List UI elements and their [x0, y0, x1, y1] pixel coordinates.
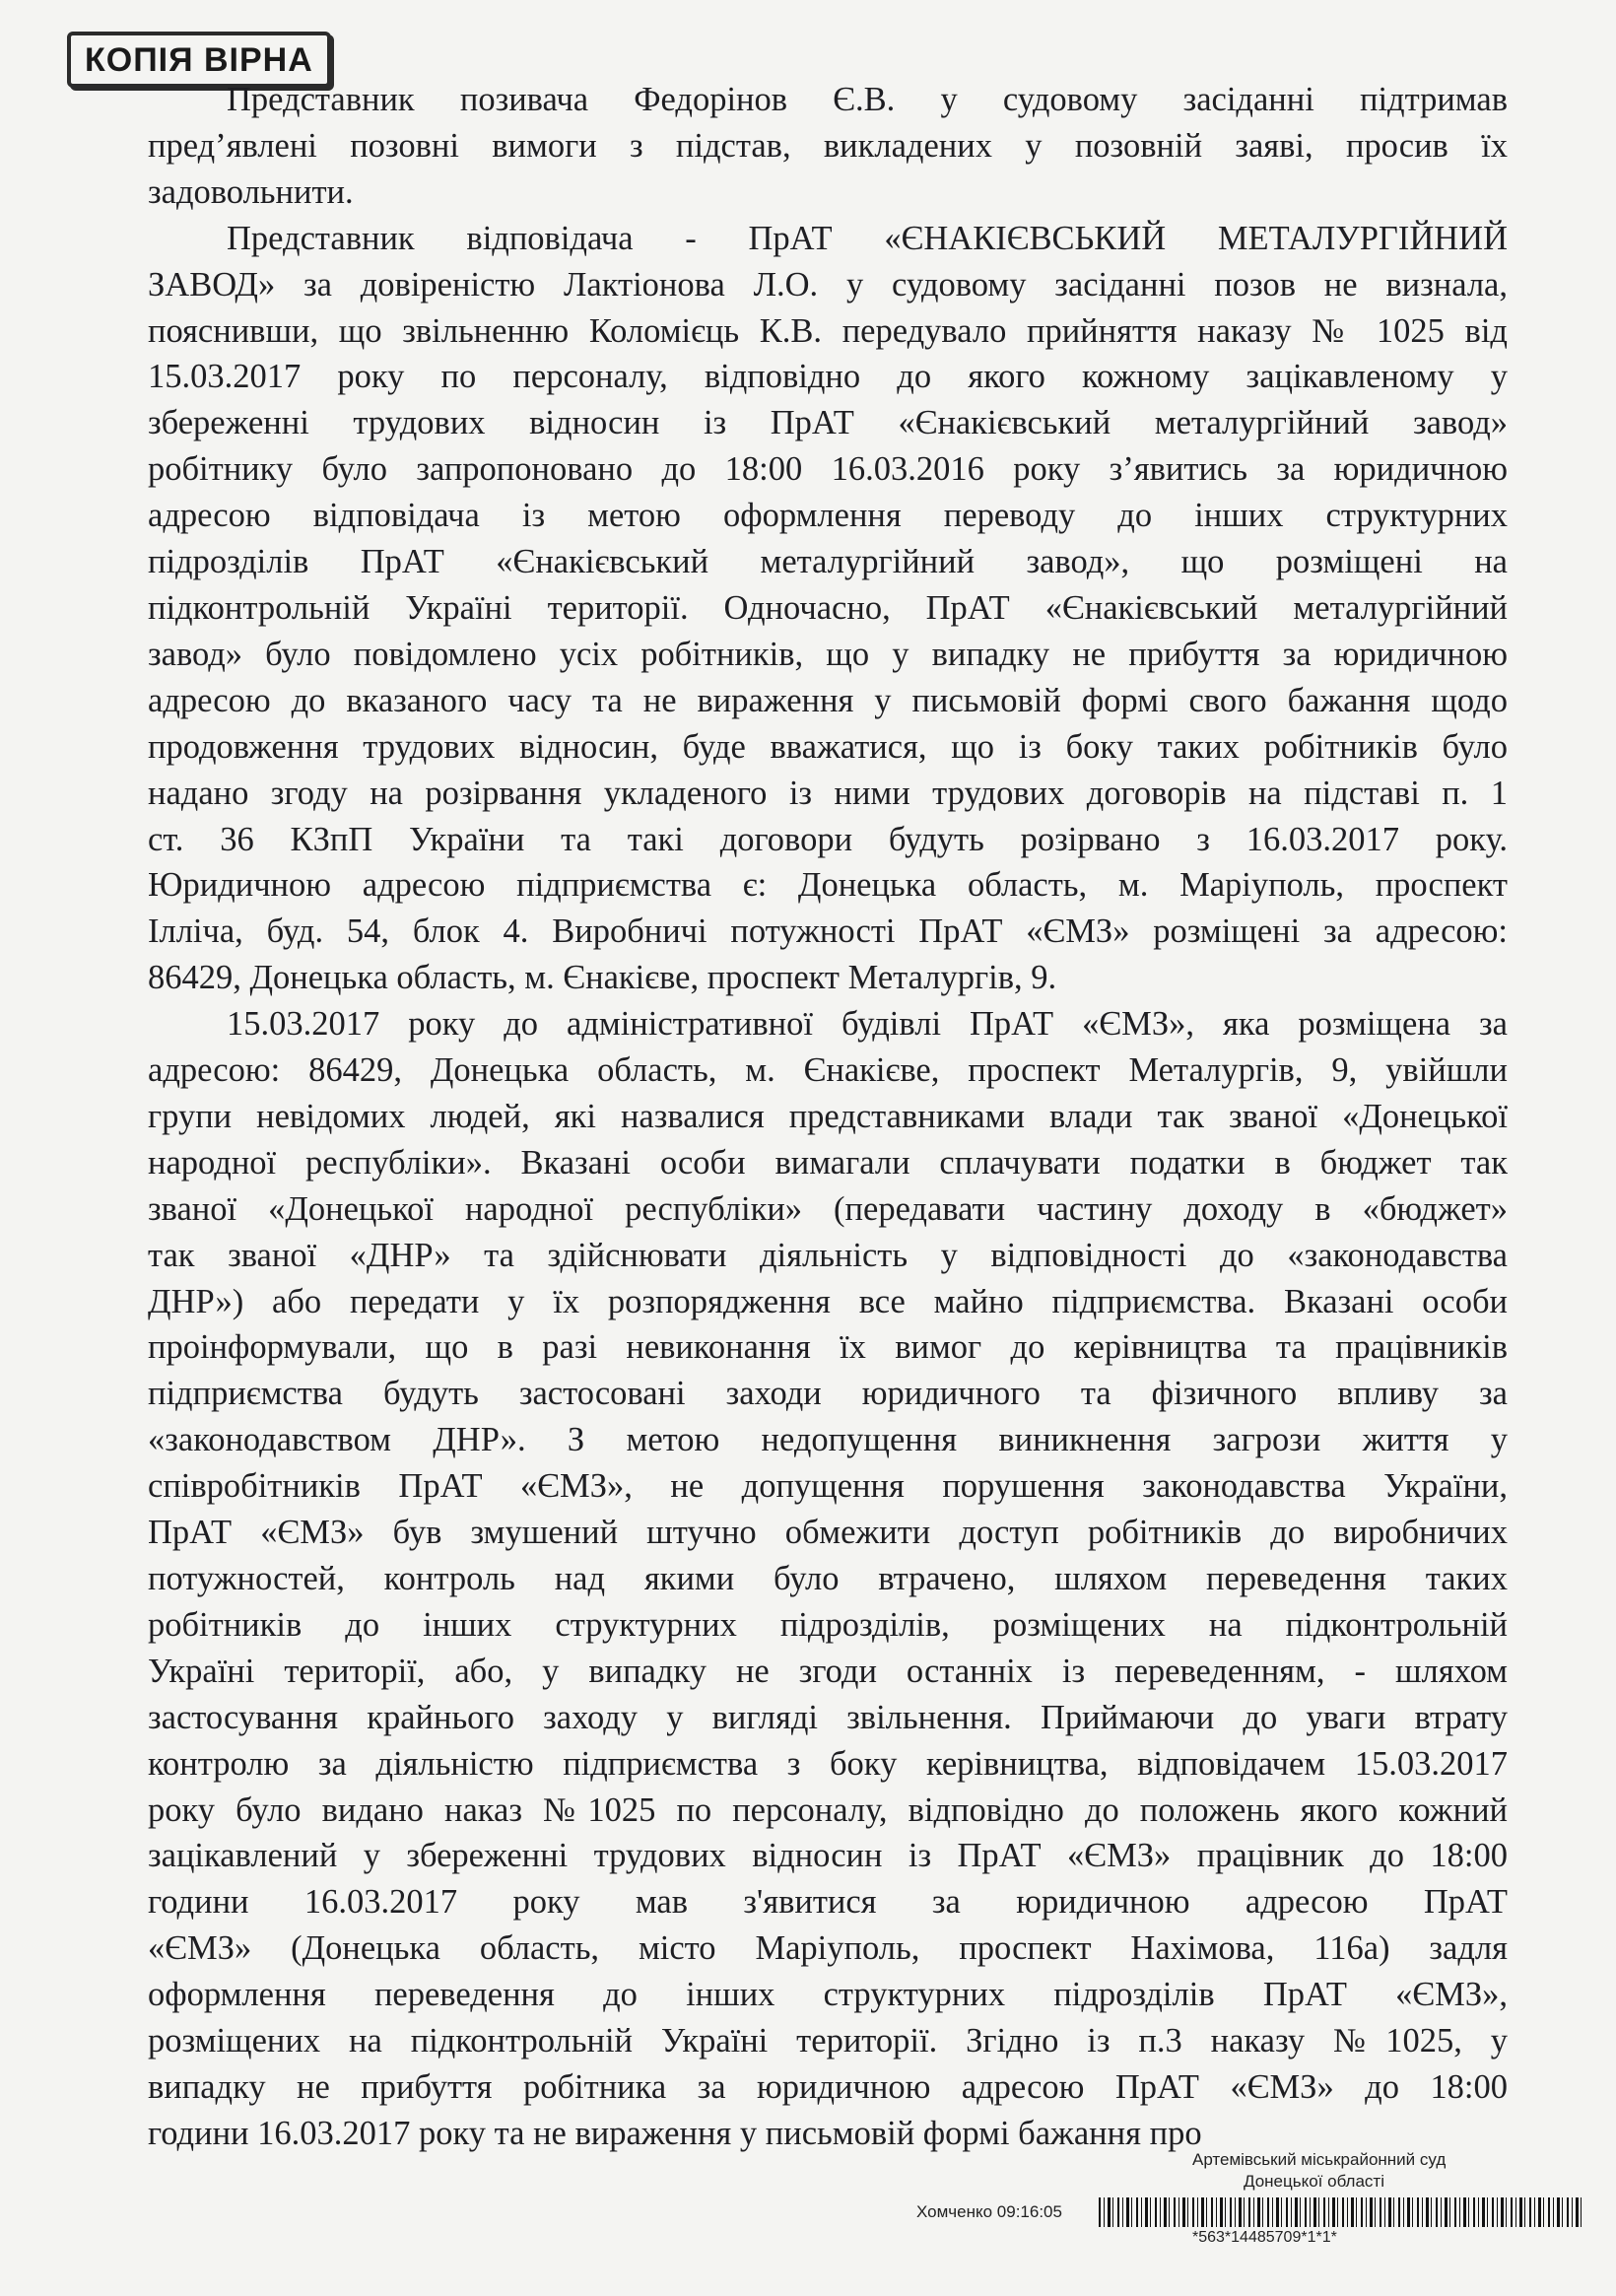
text-line: співробітників ПрАТ «ЄМЗ», не допущення порушення законодавства України, [148, 1467, 1508, 1506]
text-line: випадку не прибуття робітника за юридичною адресою ПрАТ «ЄМЗ» до 18:00 [148, 2067, 1508, 2106]
text-line: підконтрольній Україні території. Одночасно, ПрАТ «Єнакієвський металургійний [148, 588, 1508, 627]
text-line: години 16.03.2017 року мав з'явитися за юридичною адресою ПрАТ [148, 1883, 1508, 1922]
copy-certified-stamp: КОПІЯ ВІРНА [67, 32, 331, 88]
text-line: розміщених на підконтрольній Україні території. Згідно із п.3 наказу №1025, у [148, 2022, 1508, 2060]
text-line: оформлення переведення до інших структурних підрозділів ПрАТ «ЄМЗ», [148, 1976, 1508, 2014]
text-line: так званої «ДНР» та здійснювати діяльність у відповідності до «законодавства [148, 1236, 1508, 1274]
text-line: зацікавлений у збереженні трудових відносин із ПрАТ «ЄМЗ» працівник до 18:00 [148, 1837, 1508, 1875]
barcode [1099, 2197, 1582, 2227]
text-line: адресою: 86429, Донецька область, м. Єнакієве, проспект Металургів, 9, увійшли [148, 1051, 1508, 1090]
text-line: «законодавством ДНР». З метою недопущення виникнення загрози життя у [148, 1421, 1508, 1459]
text-line: проінформували, що в разі невиконання їх вимог до керівництва та працівників [148, 1328, 1508, 1367]
text-line: задовольнити. [148, 172, 354, 211]
text-line: Україні території, або, у випадку не згоди останніх із переведенням, - шляхом [148, 1652, 1508, 1690]
text-line: 86429, Донецька область, м. Єнакієве, проспект Металургів, 9. [148, 959, 1057, 997]
court-region: Донецької області [1244, 2172, 1384, 2191]
text-line: завод» було повідомлено усіх робітників, що у випадку не прибуття за юридичною [148, 635, 1508, 673]
text-line: адресою до вказаного часу та не вираження у письмовій формі свого бажання щодо [148, 681, 1508, 719]
text-line: званої «Донецької народної республіки» (передавати частину доходу в «бюджет» [148, 1189, 1508, 1228]
text-line: Представник відповідача - ПрАТ «ЄНАКІЄВСЬКИЙ МЕТАЛУРГІЙНИЙ [227, 219, 1508, 257]
court-name: Артемівський міськрайонний суд [1192, 2150, 1447, 2169]
text-line: робітників до інших структурних підрозділів, розміщених на підконтрольній [148, 1605, 1508, 1644]
text-line: адресою відповідача із метою оформлення переводу до інших структурних [148, 497, 1508, 535]
text-line: продовження трудових відносин, буде вважатися, що із боку таких робітників було [148, 727, 1508, 766]
text-line: надано згоду на розірвання укладеного із ними трудових договорів на підставі п. 1 [148, 774, 1508, 812]
text-line: народної республіки». Вказані особи вимагали сплачувати податки в бюджет так [148, 1143, 1508, 1182]
text-line: 15.03.2017 року до адміністративної будівлі ПрАТ «ЄМЗ», яка розміщена за [227, 1005, 1508, 1044]
text-line: пояснивши, що звільненню Коломієць К.В. передувало прийняття наказу № 1025 від [148, 311, 1508, 350]
text-line: години 16.03.2017 року та не вираження у письмовій формі бажання про [148, 2114, 1202, 2152]
text-line: ЗАВОД» за довіреністю Лактіонова Л.О. у судовому засіданні позов не визнала, [148, 265, 1508, 304]
text-line: контролю за діяльністю підприємства з боку керівництва, відповідачем 15.03.2017 [148, 1744, 1508, 1783]
text-line: ПрАТ «ЄМЗ» був змушений штучно обмежити доступ робітників до виробничих [148, 1514, 1508, 1552]
operator-timestamp: Хомченко 09:16:05 [916, 2202, 1062, 2221]
text-line: групи невідомих людей, які назвалися представниками влади так званої «Донецької [148, 1097, 1508, 1135]
text-line: робітнику було запропоновано до 18:00 16.03.2016 року з’явитись за юридичною [148, 450, 1508, 489]
text-line: ст. 36 КЗпП України та такі договори будуть розірвано з 16.03.2017 року. [148, 820, 1508, 858]
text-line: року було видано наказ №1025 по персоналу, відповідно до положень якого кожний [148, 1790, 1508, 1829]
text-line: Ілліча, буд. 54, блок 4. Виробничі потужності ПрАТ «ЄМЗ» розміщені за адресою: [148, 912, 1508, 951]
text-line: Представник позивача Федорінов Є.В. у судовому засіданні підтримав [227, 81, 1508, 118]
text-line: пред’явлені позовні вимоги з підстав, викладених у позовній заяві, просив їх [148, 126, 1508, 165]
text-line: застосування крайнього заходу у вигляді звільнення. Приймаючи до уваги втрату [148, 1698, 1508, 1736]
text-line: підрозділів ПрАТ «Єнакієвський металургійний завод», що розміщені на [148, 543, 1508, 581]
text-line: «ЄМЗ» (Донецька область, місто Маріуполь, проспект Нахімова, 116а) задля [148, 1929, 1508, 1968]
barcode-number: *563*14485709*1*1* [1192, 2229, 1337, 2246]
text-line: ДНР») або передати у їх розпорядження все майно підприємства. Вказані особи [148, 1282, 1508, 1320]
text-line: Юридичною адресою підприємства є: Донецька область, м. Маріуполь, проспект [148, 866, 1508, 905]
text-line: збереженні трудових відносин із ПрАТ «Єнакієвський металургійний завод» [148, 404, 1508, 442]
text-line: підприємства будуть застосовані заходи юридичного та фізичного впливу за [148, 1375, 1508, 1413]
text-line: потужностей, контроль над якими було втрачено, шляхом переведення таких [148, 1560, 1508, 1597]
document-body [148, 77, 1508, 2157]
text-line: 15.03.2017 року по персоналу, відповідно до якого кожному зацікавленому у [148, 358, 1508, 396]
